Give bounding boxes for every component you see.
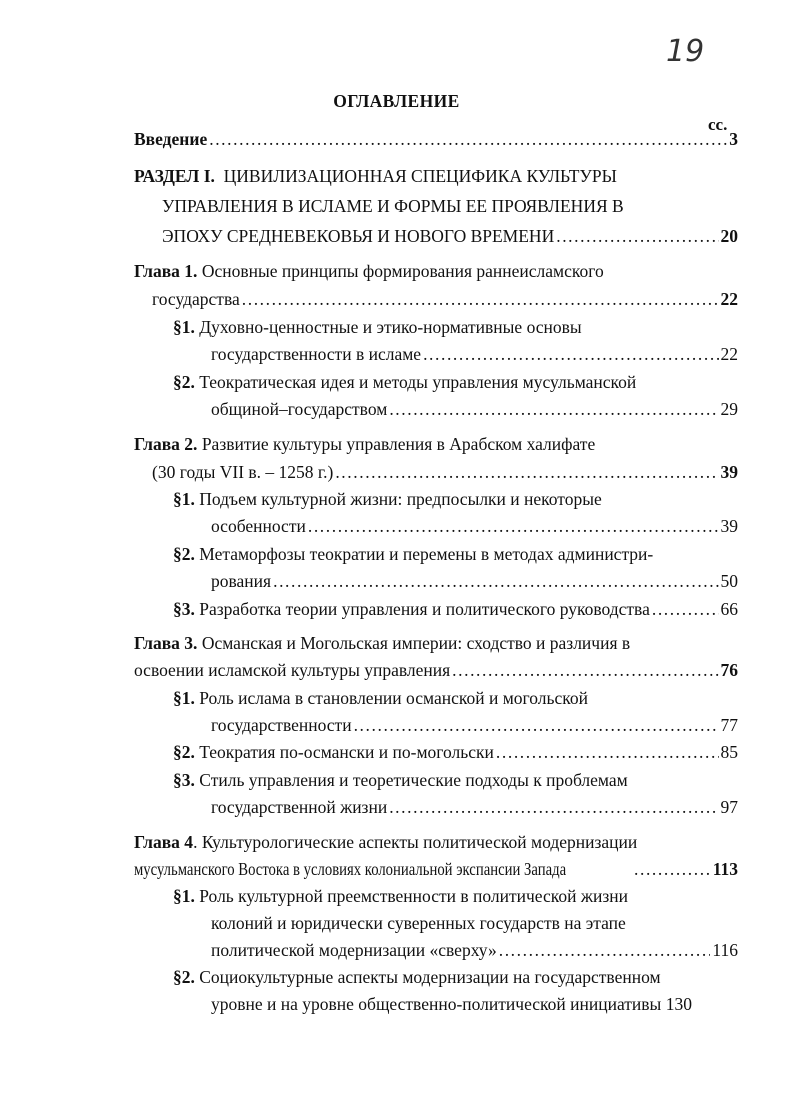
paragraph-page: 50	[720, 571, 738, 591]
chapter-page: 113	[712, 859, 738, 879]
chapter-title-line2: освоении исламской культуры управления	[134, 660, 451, 680]
dot-leader	[652, 596, 719, 623]
dot-leader	[556, 223, 718, 250]
chapter-page: 22	[720, 289, 738, 309]
section-title-line3: ЭПОХУ СРЕДНЕВЕКОВЬЯ И НОВОГО ВРЕМЕНИ	[162, 226, 555, 246]
toc-intro[interactable]	[134, 126, 738, 153]
chapter-title-line1: Османская и Могольская империи: сходство и различия в	[201, 633, 631, 653]
paragraph-title-line1: Разработка теории управления и политического руководства	[199, 599, 650, 619]
paragraph-label: §2.	[173, 372, 195, 392]
paragraph-title-line1: Метаморфозы теократии и перемены в методах администри-	[199, 544, 654, 564]
section-page: 20	[720, 226, 738, 246]
toc-section-1-line2	[162, 193, 624, 220]
toc-section-1-line3[interactable]	[162, 223, 738, 250]
paragraph-page: 116	[712, 940, 738, 960]
toc-ch2-par1[interactable]	[173, 486, 602, 513]
paragraph-label: §1.	[173, 489, 195, 509]
paragraph-title-line2: государственности	[211, 715, 352, 735]
toc-ch4-par1[interactable]	[173, 883, 628, 910]
dot-leader	[423, 341, 718, 368]
chapter-title-line2: мусульманского Востока в условиях колониальной экспансии Запада	[134, 859, 567, 879]
section-label: РАЗДЕЛ I.	[134, 166, 215, 186]
chapter-label: Глава 2.	[134, 434, 198, 454]
dot-leader	[499, 937, 711, 964]
paragraph-label: §3.	[173, 599, 195, 619]
toc-ch1-par1[interactable]	[173, 314, 582, 341]
paragraph-page: 97	[720, 797, 738, 817]
intro-page: 3	[729, 129, 738, 149]
toc-chapter-1-line2[interactable]	[152, 286, 738, 313]
toc-chapter-2-line2[interactable]	[152, 459, 738, 486]
paragraph-title-line2: уровне и на уровне общественно-политической инициативы	[211, 994, 662, 1014]
paragraph-page: 39	[720, 516, 738, 536]
toc-ch2-par2-line2[interactable]	[211, 568, 738, 595]
paragraph-label: §2.	[173, 742, 195, 762]
paragraph-label: §3.	[173, 770, 195, 790]
paragraph-title-line2: общиной–государством	[211, 399, 388, 419]
paragraph-title-line2: рования	[211, 571, 272, 591]
dot-leader	[389, 794, 718, 821]
toc-ch2-par2[interactable]	[173, 541, 653, 568]
paragraph-page: 130	[665, 994, 692, 1014]
dot-leader	[634, 856, 711, 883]
toc-ch3-par1-line2[interactable]	[211, 712, 738, 739]
dot-leader	[273, 568, 718, 595]
toc-chapter-3-line2[interactable]	[134, 657, 738, 684]
paragraph-page: 66	[720, 599, 738, 619]
chapter-label: Глава 3.	[134, 633, 198, 653]
toc-ch4-par1-line3[interactable]	[211, 937, 738, 964]
toc-ch1-par2[interactable]	[173, 369, 636, 396]
toc-chapter-3[interactable]	[134, 630, 630, 657]
page-title: ОГЛАВЛЕНИЕ	[333, 91, 460, 111]
paragraph-label: §1.	[173, 886, 195, 906]
toc-chapter-4-line2[interactable]	[134, 856, 738, 883]
toc-chapter-1[interactable]	[134, 258, 604, 285]
handwritten-page-number: 19	[666, 34, 705, 69]
paragraph-page: 22	[720, 344, 738, 364]
dot-leader	[209, 126, 727, 153]
section-title-line1: ЦИВИЛИЗАЦИОННАЯ СПЕЦИФИКА КУЛЬТУРЫ	[223, 166, 617, 186]
paragraph-page: 85	[720, 742, 738, 762]
dot-leader	[389, 396, 718, 423]
dot-leader	[354, 712, 719, 739]
paragraph-page: 29	[720, 399, 738, 419]
paragraph-title-line1: Подъем культурной жизни: предпосылки и некоторые	[199, 489, 602, 509]
chapter-page: 76	[720, 660, 738, 680]
chapter-label: Глава 1.	[134, 261, 198, 281]
paragraph-label: §2.	[173, 544, 195, 564]
paragraph-label: §1.	[173, 688, 195, 708]
section-title-line2: УПРАВЛЕНИЯ В ИСЛАМЕ И ФОРМЫ ЕЕ ПРОЯВЛЕНИЯ В	[162, 196, 624, 216]
chapter-title-line1: Развитие культуры управления в Арабском халифате	[201, 434, 596, 454]
paragraph-title-line1: Роль ислама в становлении османской и могольской	[199, 688, 588, 708]
toc-ch4-par1-line2	[211, 910, 626, 937]
pages-column-header: сс.	[708, 115, 728, 134]
paragraph-title-line3: политической модернизации «сверху»	[211, 940, 497, 960]
chapter-title-line1: . Культурологические аспекты политической модернизации	[193, 832, 638, 852]
toc-section-1-line1[interactable]	[134, 163, 617, 190]
intro-label: Введение	[134, 129, 208, 149]
paragraph-title-line2: государственности в исламе	[211, 344, 422, 364]
paragraph-page: 77	[720, 715, 738, 735]
paragraph-label: §1.	[173, 317, 195, 337]
dot-leader	[496, 739, 719, 766]
toc-ch3-par3-line2[interactable]	[211, 794, 738, 821]
chapter-page: 39	[720, 462, 738, 482]
toc-ch1-par2-line2[interactable]	[211, 396, 738, 423]
toc-ch4-par2[interactable]	[173, 964, 661, 991]
paragraph-title-line1: Духовно-ценностные и этико-нормативные основы	[199, 317, 582, 337]
chapter-label: Глава 4	[134, 832, 194, 852]
paragraph-title-line1: Социокультурные аспекты модернизации на государственном	[199, 967, 661, 987]
toc-ch3-par3[interactable]	[173, 767, 628, 794]
toc-ch4-par2-line2[interactable]	[211, 991, 692, 1018]
paragraph-title-line1: Теократическая идея и методы управления мусульманской	[199, 372, 637, 392]
dot-leader	[335, 459, 718, 486]
chapter-title-line2: (30 годы VII в. – 1258 г.)	[152, 462, 334, 482]
chapter-title-line1: Основные принципы формирования раннеисламского	[201, 261, 604, 281]
paragraph-title-line2: колоний и юридически суверенных государств на этапе	[211, 913, 626, 933]
paragraph-title-line2: государственной жизни	[211, 797, 388, 817]
toc-ch2-par1-line2[interactable]	[211, 513, 738, 540]
dot-leader	[452, 657, 718, 684]
toc-ch3-par2[interactable]	[173, 739, 738, 766]
chapter-title-line2: государства	[152, 289, 240, 309]
paragraph-title-line1: Роль культурной преемственности в политической жизни	[199, 886, 628, 906]
paragraph-title-line1: Теократия по-османски и по-могольски	[199, 742, 494, 762]
toc-ch1-par1-line2[interactable]	[211, 341, 738, 368]
toc-ch2-par3[interactable]	[173, 596, 738, 623]
paragraph-title-line2: особенности	[211, 516, 306, 536]
dot-leader	[308, 513, 719, 540]
paragraph-label: §2.	[173, 967, 195, 987]
toc-ch3-par1[interactable]	[173, 685, 588, 712]
toc-chapter-4[interactable]	[134, 829, 637, 856]
paragraph-title-line1: Стиль управления и теоретические подходы к проблемам	[199, 770, 628, 790]
dot-leader	[242, 286, 719, 313]
toc-chapter-2[interactable]	[134, 431, 595, 458]
